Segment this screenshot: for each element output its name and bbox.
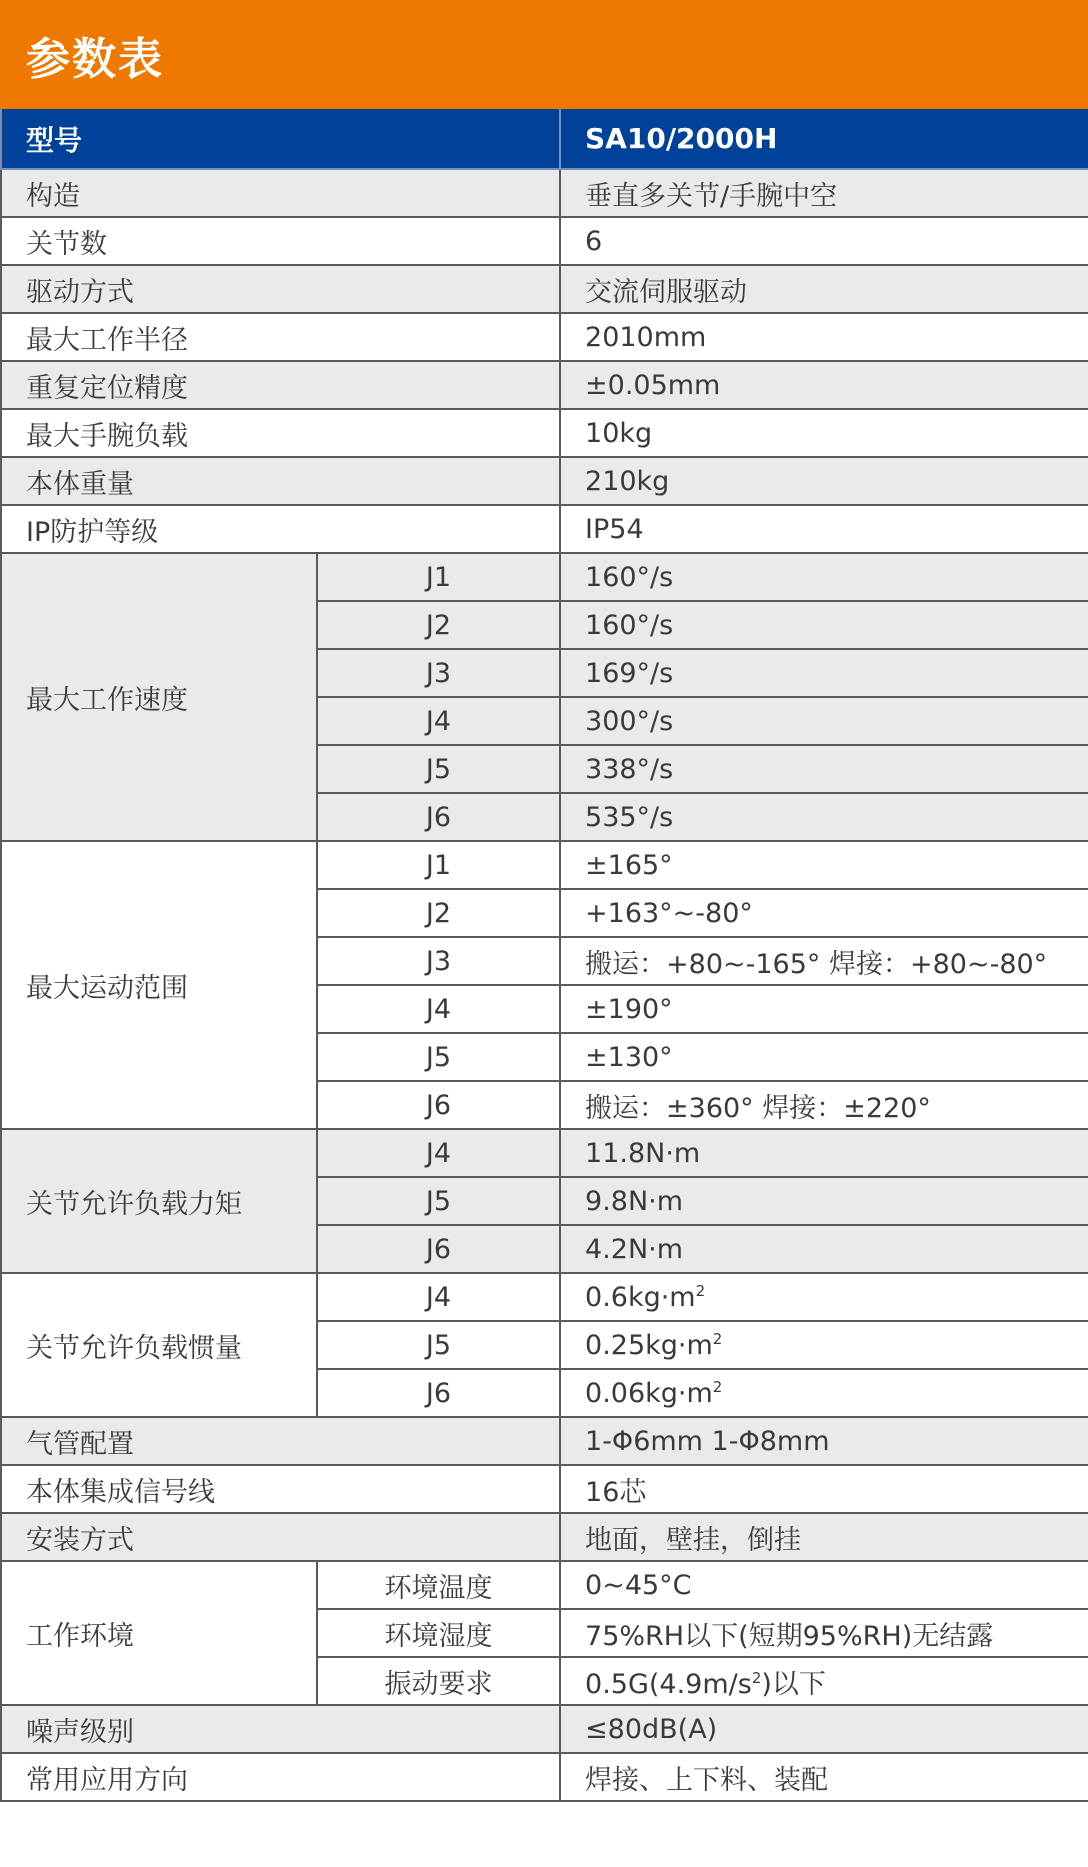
sub-label: 环境湿度 (317, 1609, 560, 1657)
group-label: 最大工作速度 (1, 553, 317, 841)
row-label: 最大手腕负载 (1, 409, 560, 457)
model-value: SA10/2000H (560, 109, 1088, 169)
group-label: 最大运动范围 (1, 841, 317, 1129)
value-text: 0.5G(4.9m/s (585, 1668, 752, 1700)
row-value: IP54 (560, 505, 1088, 553)
sub-label: J5 (317, 1033, 560, 1081)
sub-label: J5 (317, 1321, 560, 1369)
row-value (560, 745, 1088, 793)
model-label: 型号 (1, 109, 560, 169)
row-value: 210kg (560, 457, 1088, 505)
page-title: 参数表 (26, 33, 164, 85)
row-value (560, 553, 1088, 601)
row-label: 驱动方式 (1, 265, 560, 313)
row-value: 10kg (560, 409, 1088, 457)
sub-label: J6 (317, 793, 560, 841)
group-label: 关节允许负载力矩 (1, 1129, 317, 1273)
row-value: ±0.05mm (560, 361, 1088, 409)
row-value: 2010mm (560, 313, 1088, 361)
table-row (1, 313, 1088, 361)
sub-label: J4 (317, 985, 560, 1033)
table-row (1, 409, 1088, 457)
row-label: 本体重量 (1, 457, 560, 505)
sub-label: J6 (317, 1369, 560, 1417)
value-text: 0.6kg·m (585, 1281, 696, 1313)
superscript: 2 (695, 1281, 706, 1300)
row-value (560, 1561, 1088, 1609)
value-text: 11.8N·m (585, 1137, 701, 1169)
superscript: 2 (712, 1377, 723, 1396)
table-row (1, 553, 1088, 601)
row-value: 焊接、上下料、装配 (560, 1753, 1088, 1801)
row-label: 气管配置 (1, 1417, 560, 1465)
value-text: 0.25kg·m (585, 1329, 713, 1361)
row-label: IP防护等级 (1, 505, 560, 553)
row-value (560, 1225, 1088, 1273)
row-value: 6 (560, 217, 1088, 265)
value-text: 0~45°C (585, 1569, 692, 1601)
row-value (560, 649, 1088, 697)
row-value (560, 1081, 1088, 1129)
value-text: ±130° (585, 1041, 673, 1073)
row-value (560, 1177, 1088, 1225)
table-row (1, 841, 1088, 889)
header-row (1, 109, 1088, 169)
sub-label: J5 (317, 1177, 560, 1225)
sub-label: J4 (317, 1273, 560, 1321)
row-label: 安装方式 (1, 1513, 560, 1561)
row-value: 地面，壁挂，倒挂 (560, 1513, 1088, 1561)
value-text: 9.8N·m (585, 1185, 684, 1217)
value-text: 160°/s (585, 609, 674, 641)
row-label: 重复定位精度 (1, 361, 560, 409)
row-label: 本体集成信号线 (1, 1465, 560, 1513)
value-text: ±165° (585, 849, 673, 881)
row-value: 1-Φ6mm 1-Φ8mm (560, 1417, 1088, 1465)
table-row (1, 1513, 1088, 1561)
sub-label: J2 (317, 601, 560, 649)
value-text: 300°/s (585, 705, 674, 737)
sub-label: 振动要求 (317, 1657, 560, 1705)
table-row (1, 361, 1088, 409)
superscript: 2 (751, 1668, 762, 1687)
value-text: ±190° (585, 993, 673, 1025)
sub-label: J2 (317, 889, 560, 937)
row-label: 最大工作半径 (1, 313, 560, 361)
table-row (1, 457, 1088, 505)
value-suffix: )以下 (761, 1668, 826, 1700)
row-value: 16芯 (560, 1465, 1088, 1513)
value-text: 338°/s (585, 753, 674, 785)
row-value (560, 1609, 1088, 1657)
value-text: 169°/s (585, 657, 674, 689)
row-value (560, 841, 1088, 889)
table-row (1, 1129, 1088, 1177)
row-label: 常用应用方向 (1, 1753, 560, 1801)
table-row (1, 1465, 1088, 1513)
row-value (560, 985, 1088, 1033)
table-row (1, 217, 1088, 265)
row-value (560, 1273, 1088, 1321)
value-text: 75%RH以下(短期95%RH)无结露 (585, 1620, 994, 1652)
table-row (1, 265, 1088, 313)
row-value (560, 1033, 1088, 1081)
row-value (560, 1321, 1088, 1369)
row-value (560, 793, 1088, 841)
row-value (560, 601, 1088, 649)
spec-table (0, 109, 1088, 1802)
value-text: +163°~-80° (585, 897, 753, 929)
table-row (1, 1561, 1088, 1609)
group-label: 工作环境 (1, 1561, 317, 1705)
row-label: 关节数 (1, 217, 560, 265)
table-row (1, 169, 1088, 217)
title-bar (0, 0, 1088, 109)
sub-label: J3 (317, 649, 560, 697)
sub-label: J1 (317, 841, 560, 889)
sub-label: J5 (317, 745, 560, 793)
value-text: 搬运：±360° 焊接：±220° (585, 1092, 931, 1124)
row-value: 交流伺服驱动 (560, 265, 1088, 313)
sub-label: J4 (317, 697, 560, 745)
group-label: 关节允许负载惯量 (1, 1273, 317, 1417)
row-value (560, 1657, 1088, 1705)
value-text: 0.06kg·m (585, 1377, 713, 1409)
sub-label: 环境温度 (317, 1561, 560, 1609)
value-text: 搬运：+80~-165° 焊接：+80~-80° (585, 948, 1048, 980)
row-label: 噪声级别 (1, 1705, 560, 1753)
table-row (1, 1705, 1088, 1753)
row-value (560, 1129, 1088, 1177)
value-text: 4.2N·m (585, 1233, 684, 1265)
table-row (1, 1417, 1088, 1465)
row-label: 构造 (1, 169, 560, 217)
table-row (1, 1273, 1088, 1321)
row-value (560, 937, 1088, 985)
table-row (1, 1753, 1088, 1801)
sub-label: J4 (317, 1129, 560, 1177)
sub-label: J1 (317, 553, 560, 601)
row-value: 垂直多关节/手腕中空 (560, 169, 1088, 217)
value-text: 535°/s (585, 801, 674, 833)
table-row (1, 505, 1088, 553)
sub-label: J6 (317, 1081, 560, 1129)
row-value (560, 889, 1088, 937)
row-value: ≤80dB(A) (560, 1705, 1088, 1753)
row-value (560, 697, 1088, 745)
sub-label: J6 (317, 1225, 560, 1273)
sub-label: J3 (317, 937, 560, 985)
row-value (560, 1369, 1088, 1417)
value-text: 160°/s (585, 561, 674, 593)
superscript: 2 (712, 1329, 723, 1348)
